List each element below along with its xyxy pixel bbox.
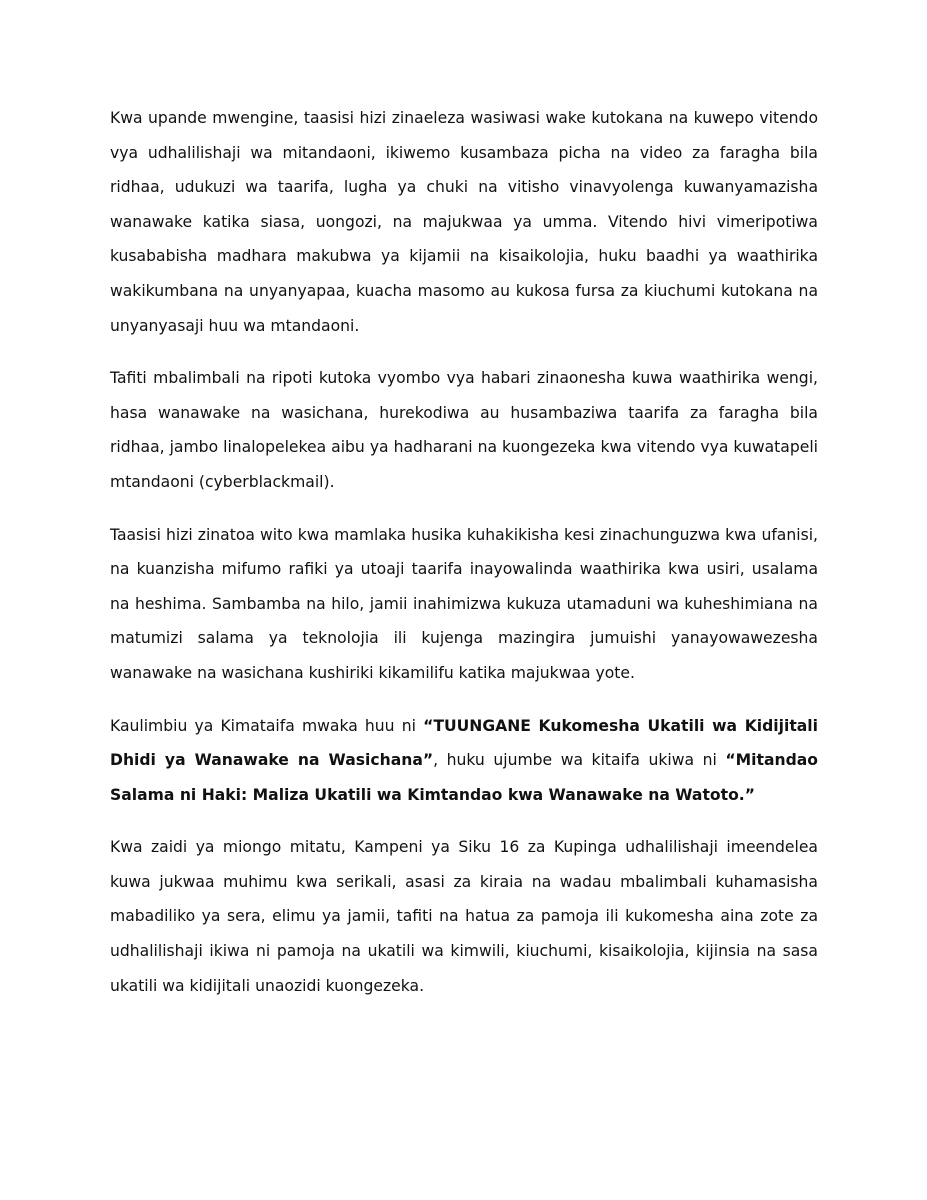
paragraph-campaign-history: Kwa zaidi ya miongo mitatu, Kampeni ya Siku 16 za Kupinga udhalilishaji imeendelea kuwa jukwaa muhimu kwa serikali, asasi za kiraia na wadau mbalimbali kuhamasisha mabadiliko ya sera, elimu ya jamii, tafiti na hatua za pamoja ili kukomesha aina zote za udhalilishaji ikiwa ni pamoja na ukatili wa kimwili, kiuchumi, kisaikolojia, kijinsia na sasa ukatili wa kidijitali unaozidi kuongezeka. <box>110 838 818 995</box>
theme-middle-text: , huku ujumbe wa kitaifa ukiwa ni <box>433 751 726 770</box>
international-theme: “TUUNGANE Kukomesha Ukatili wa Kidijitali Dhidi ya Wanawake na Wasichana” <box>110 716 818 770</box>
paragraph-online-abuse-concern: Kwa upande mwengine, taasisi hizi zinaeleza wasiwasi wake kutokana na kuwepo vitendo vya udhalilishaji wa mitandaoni, ikiwemo kusambaza picha na video za faragha bila ridhaa, udukuzi wa taarifa, lugha ya chuki na vitisho vinavyolenga kuwanyamazisha wanawake katika siasa, uongozi, na majukwaa ya umma. Vitendo hivi vimeripotiwa kusababisha madhara makubwa ya kijamii na kisaikolojia, huku baadhi ya waathirika wakikumbana na unyanyapaa, kuacha masomo au kukosa fursa za kiuchumi kutokana na unyanyasaji huu wa mtandaoni. <box>110 109 818 335</box>
paragraph-call-to-action: Taasisi hizi zinatoa wito kwa mamlaka husika kuhakikisha kesi zinachunguzwa kwa ufanisi, na kuanzisha mifumo rafiki ya utoaji taarifa inayowalinda waathirika kwa usiri, usalama na heshima. Sambamba na hilo, jamii inahimizwa kukuza utamaduni wa kuheshimiana na matumizi salama ya teknolojia ili kujenga mazingira jumuishi yanayowawezesha wanawake na wasichana kushiriki kikamilifu katika majukwaa yote. <box>110 525 818 682</box>
paragraph-campaign-theme <box>110 709 818 813</box>
theme-intro-text: Kaulimbiu ya Kimataifa mwaka huu ni <box>110 716 424 735</box>
national-message: “Mitandao Salama ni Haki: Maliza Ukatili wa Kimtandao kwa Wanawake na Watoto.” <box>110 751 818 804</box>
document-body <box>110 101 818 1021</box>
paragraph-research-reports: Tafiti mbalimbali na ripoti kutoka vyombo vya habari zinaonesha kuwa waathirika wengi, hasa wanawake na wasichana, hurekodiwa au husambaziwa taarifa za faragha bila ridhaa, jambo linalopelekea aibu ya hadharani na kuongezeka kwa vitendo vya kuwatapeli mtandaoni (cyberblackmail). <box>110 369 818 491</box>
